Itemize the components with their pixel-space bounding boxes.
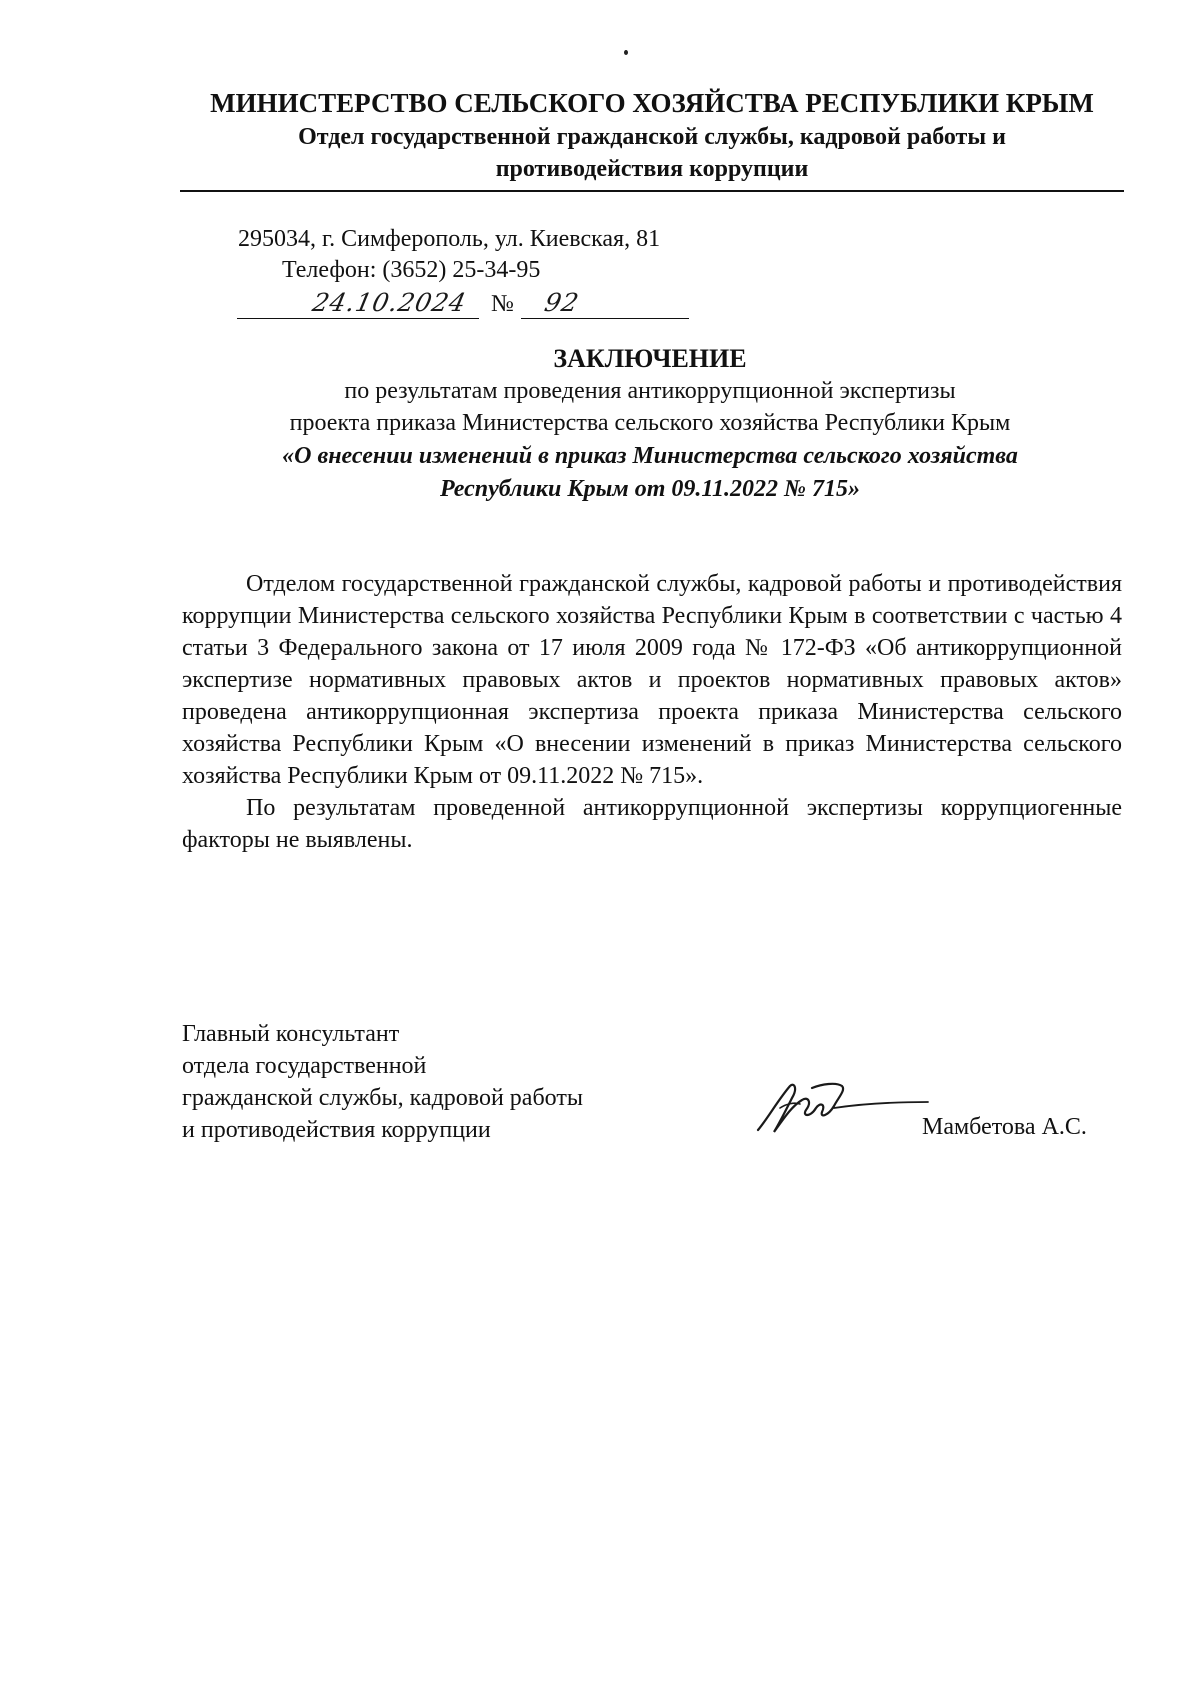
subtitle-line4: Республики Крым от 09.11.2022 № 715» — [439, 476, 860, 502]
registration-number-field — [521, 288, 689, 319]
scan-speck — [624, 50, 628, 55]
header-divider — [180, 190, 1124, 192]
handwritten-date: 24.10.2024 — [309, 288, 470, 317]
department-name-line2: противодействия коррупции — [495, 156, 809, 182]
signatory-position — [182, 1018, 583, 1146]
body-paragraph-1: Отделом государственной гражданской службы, кадровой работы и противодействия коррупции Министерства сельского хозяйства Республики Крым в соответствии с частью 4 статьи 3 Федерального закона от 17 июля 2009 года № 172-ФЗ «Об антикоррупционной экспертизе нормативных правовых актов и проектов нормативных правовых актов» проведена антикоррупционная экспертиза проекта приказа Министерства сельского хозяйства Республики Крым «О внесении изменений в приказ Министерства сельского хозяйства Республики Крым от 09.11.2022 № 715». — [182, 571, 1122, 789]
subtitle-line2: проекта приказа Министерства сельского хозяйства Республики Крым — [289, 410, 1011, 436]
position-line-3: гражданской службы, кадровой работы — [182, 1085, 583, 1111]
handwritten-number: 92 — [541, 288, 582, 317]
phone: Телефон: (3652) 25-34-95 — [282, 257, 541, 283]
handwritten-signature — [750, 1078, 930, 1138]
position-line-2: отдела государственной — [182, 1053, 427, 1079]
subtitle-line1: по результатам проведения антикоррупционной экспертизы — [344, 378, 956, 404]
signatory-name: Мамбетова А.С. — [922, 1114, 1087, 1140]
ministry-name: МИНИСТЕРСТВО СЕЛЬСКОГО ХОЗЯЙСТВА РЕСПУБЛИКИ КРЫМ — [210, 88, 1094, 118]
document-body — [182, 568, 1122, 856]
position-line-1: Главный консультант — [182, 1021, 400, 1047]
department-name-line1: Отдел государственной гражданской службы, кадровой работы и — [298, 124, 1006, 150]
number-sign: № — [491, 291, 514, 317]
registration-line — [237, 288, 689, 320]
body-paragraph-2: По результатам проведенной антикоррупционной экспертизы коррупциогенные факторы не выявлены. — [182, 795, 1122, 853]
document-title: ЗАКЛЮЧЕНИЕ — [553, 344, 747, 373]
position-line-4: и противодействия коррупции — [182, 1117, 491, 1143]
address: 295034, г. Симферополь, ул. Киевская, 81 — [238, 226, 661, 252]
subtitle-line3: «О внесении изменений в приказ Министерства сельского хозяйства — [282, 443, 1018, 469]
registration-date-field — [237, 288, 479, 319]
